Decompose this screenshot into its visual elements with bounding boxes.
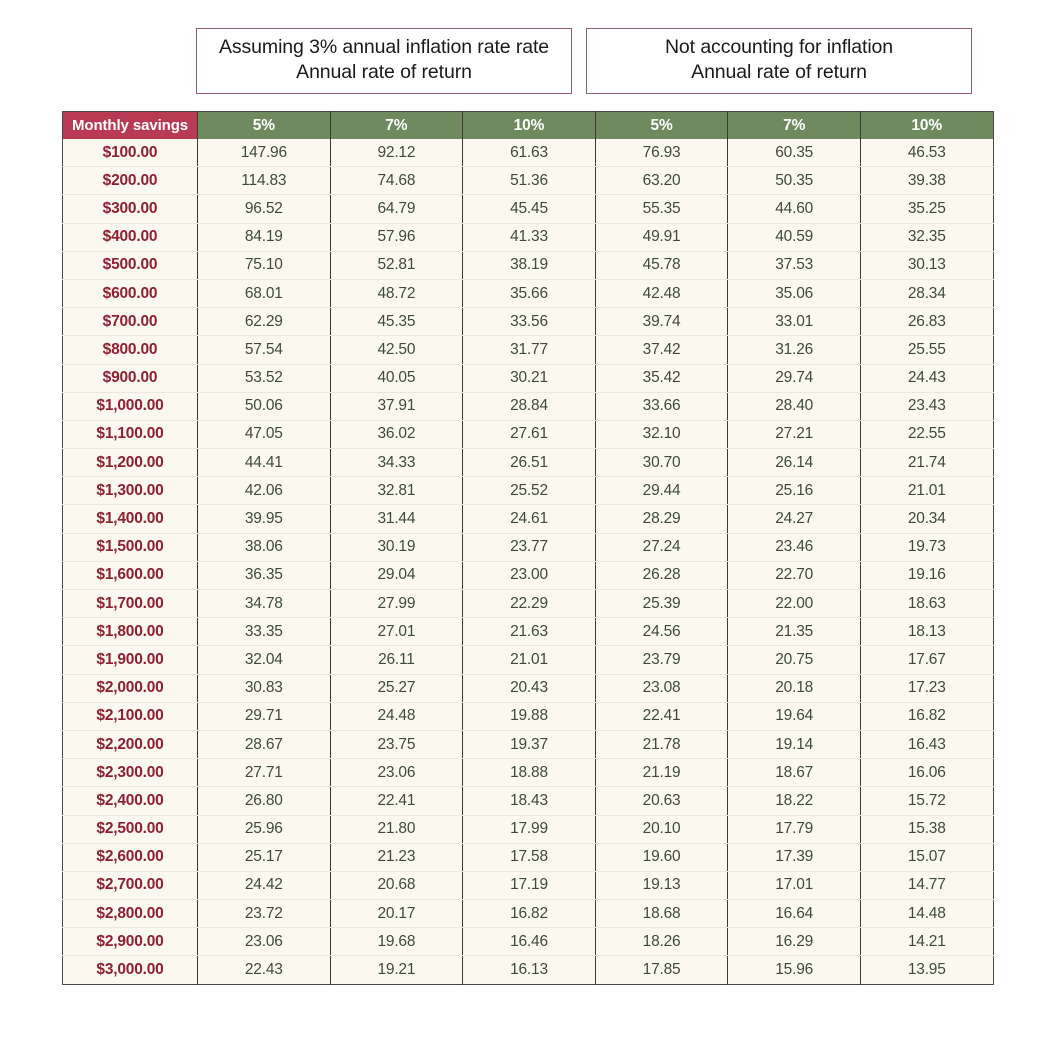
cell-value: 62.29 [198,308,331,336]
cell-value: 38.19 [463,251,596,279]
cell-value: 84.19 [198,223,331,251]
cell-value: 45.78 [595,251,728,279]
table-row [63,843,994,871]
table-row [63,364,994,392]
cell-value: 35.66 [463,279,596,307]
cell-value: 14.48 [860,900,993,928]
row-label-monthly-savings: $200.00 [63,167,198,195]
table-row [63,505,994,533]
cell-value: 25.16 [728,477,861,505]
cell-value: 25.27 [330,674,463,702]
cell-value: 37.53 [728,251,861,279]
cell-value: 21.74 [860,449,993,477]
caption-box-inflation-adjusted [196,28,572,94]
table-row [63,787,994,815]
cell-value: 27.24 [595,533,728,561]
row-label-monthly-savings: $1,700.00 [63,590,198,618]
cell-value: 63.20 [595,167,728,195]
cell-value: 24.27 [728,505,861,533]
cell-value: 31.44 [330,505,463,533]
cell-value: 23.00 [463,561,596,589]
cell-value: 17.19 [463,871,596,899]
table-row [63,646,994,674]
cell-value: 76.93 [595,139,728,167]
cell-value: 25.39 [595,590,728,618]
table-row [63,420,994,448]
cell-value: 16.46 [463,928,596,956]
cell-value: 21.78 [595,730,728,758]
header-monthly-savings: Monthly savings [63,112,198,140]
table-row [63,477,994,505]
cell-value: 25.55 [860,336,993,364]
cell-value: 25.96 [198,815,331,843]
cell-value: 22.43 [198,956,331,984]
cell-value: 44.60 [728,195,861,223]
cell-value: 35.06 [728,279,861,307]
cell-value: 27.99 [330,590,463,618]
cell-value: 21.35 [728,618,861,646]
cell-value: 50.06 [198,392,331,420]
cell-value: 15.38 [860,815,993,843]
cell-value: 26.51 [463,449,596,477]
cell-value: 24.43 [860,364,993,392]
cell-value: 23.79 [595,646,728,674]
cell-value: 21.23 [330,843,463,871]
cell-value: 52.81 [330,251,463,279]
cell-value: 36.02 [330,420,463,448]
row-label-monthly-savings: $2,400.00 [63,787,198,815]
cell-value: 22.55 [860,420,993,448]
cell-value: 19.60 [595,843,728,871]
cell-value: 114.83 [198,167,331,195]
caption-line-secondary: Annual rate of return [691,60,867,83]
cell-value: 53.52 [198,364,331,392]
cell-value: 44.41 [198,449,331,477]
cell-value: 37.91 [330,392,463,420]
header-rate-noinfl-7: 7% [728,112,861,140]
cell-value: 26.83 [860,308,993,336]
table-row [63,590,994,618]
cell-value: 27.01 [330,618,463,646]
cell-value: 24.42 [198,871,331,899]
cell-value: 18.68 [595,900,728,928]
row-label-monthly-savings: $1,800.00 [63,618,198,646]
cell-value: 42.06 [198,477,331,505]
table-row [63,618,994,646]
cell-value: 18.13 [860,618,993,646]
cell-value: 20.63 [595,787,728,815]
cell-value: 16.64 [728,900,861,928]
cell-value: 22.41 [330,787,463,815]
row-label-monthly-savings: $700.00 [63,308,198,336]
cell-value: 19.68 [330,928,463,956]
row-label-monthly-savings: $1,900.00 [63,646,198,674]
cell-value: 21.19 [595,759,728,787]
cell-value: 28.40 [728,392,861,420]
cell-value: 21.80 [330,815,463,843]
cell-value: 23.06 [330,759,463,787]
cell-value: 32.04 [198,646,331,674]
cell-value: 26.80 [198,787,331,815]
cell-value: 39.74 [595,308,728,336]
cell-value: 22.29 [463,590,596,618]
cell-value: 60.35 [728,139,861,167]
cell-value: 16.29 [728,928,861,956]
cell-value: 34.33 [330,449,463,477]
cell-value: 45.35 [330,308,463,336]
cell-value: 19.64 [728,702,861,730]
cell-value: 16.06 [860,759,993,787]
cell-value: 16.43 [860,730,993,758]
header-rate-infl-10: 10% [463,112,596,140]
cell-value: 27.71 [198,759,331,787]
savings-table [62,111,994,985]
cell-value: 51.36 [463,167,596,195]
cell-value: 29.44 [595,477,728,505]
cell-value: 39.95 [198,505,331,533]
row-label-monthly-savings: $800.00 [63,336,198,364]
cell-value: 18.67 [728,759,861,787]
cell-value: 15.96 [728,956,861,984]
cell-value: 39.38 [860,167,993,195]
cell-value: 33.01 [728,308,861,336]
header-rate-noinfl-5: 5% [595,112,728,140]
cell-value: 28.84 [463,392,596,420]
row-label-monthly-savings: $1,600.00 [63,561,198,589]
cell-value: 26.11 [330,646,463,674]
cell-value: 15.72 [860,787,993,815]
cell-value: 96.52 [198,195,331,223]
cell-value: 25.17 [198,843,331,871]
cell-value: 22.00 [728,590,861,618]
cell-value: 32.81 [330,477,463,505]
cell-value: 32.35 [860,223,993,251]
cell-value: 14.77 [860,871,993,899]
cell-value: 16.13 [463,956,596,984]
table-row [63,308,994,336]
row-label-monthly-savings: $400.00 [63,223,198,251]
cell-value: 20.10 [595,815,728,843]
cell-value: 64.79 [330,195,463,223]
row-label-monthly-savings: $1,400.00 [63,505,198,533]
cell-value: 23.72 [198,900,331,928]
cell-value: 20.18 [728,674,861,702]
cell-value: 41.33 [463,223,596,251]
cell-value: 24.56 [595,618,728,646]
table-row [63,167,994,195]
cell-value: 15.07 [860,843,993,871]
row-label-monthly-savings: $2,800.00 [63,900,198,928]
header-rate-noinfl-10: 10% [860,112,993,140]
cell-value: 30.70 [595,449,728,477]
cell-value: 31.77 [463,336,596,364]
table-row [63,730,994,758]
cell-value: 29.71 [198,702,331,730]
table-row [63,251,994,279]
cell-value: 30.83 [198,674,331,702]
cell-value: 75.10 [198,251,331,279]
cell-value: 42.50 [330,336,463,364]
row-label-monthly-savings: $1,300.00 [63,477,198,505]
table-row [63,674,994,702]
cell-value: 16.82 [860,702,993,730]
cell-value: 35.25 [860,195,993,223]
row-label-monthly-savings: $600.00 [63,279,198,307]
cell-value: 29.74 [728,364,861,392]
cell-value: 30.21 [463,364,596,392]
cell-value: 27.21 [728,420,861,448]
cell-value: 28.29 [595,505,728,533]
caption-box-no-inflation [586,28,972,94]
cell-value: 92.12 [330,139,463,167]
cell-value: 18.22 [728,787,861,815]
table-row [63,533,994,561]
cell-value: 29.04 [330,561,463,589]
cell-value: 23.43 [860,392,993,420]
table-row [63,871,994,899]
table-head [63,112,994,140]
table-row [63,702,994,730]
row-label-monthly-savings: $2,600.00 [63,843,198,871]
cell-value: 23.08 [595,674,728,702]
table-row [63,336,994,364]
cell-value: 30.13 [860,251,993,279]
cell-value: 13.95 [860,956,993,984]
cell-value: 19.13 [595,871,728,899]
header-rate-infl-5: 5% [198,112,331,140]
cell-value: 74.68 [330,167,463,195]
cell-value: 50.35 [728,167,861,195]
cell-value: 38.06 [198,533,331,561]
row-label-monthly-savings: $1,000.00 [63,392,198,420]
cell-value: 46.53 [860,139,993,167]
cell-value: 31.26 [728,336,861,364]
row-label-monthly-savings: $2,100.00 [63,702,198,730]
cell-value: 17.99 [463,815,596,843]
cell-value: 33.56 [463,308,596,336]
table-row [63,449,994,477]
cell-value: 19.14 [728,730,861,758]
cell-value: 20.68 [330,871,463,899]
cell-value: 28.34 [860,279,993,307]
row-label-monthly-savings: $500.00 [63,251,198,279]
row-label-monthly-savings: $2,900.00 [63,928,198,956]
cell-value: 35.42 [595,364,728,392]
cell-value: 20.34 [860,505,993,533]
cell-value: 23.06 [198,928,331,956]
cell-value: 17.79 [728,815,861,843]
cell-value: 24.61 [463,505,596,533]
row-label-monthly-savings: $1,100.00 [63,420,198,448]
row-label-monthly-savings: $2,500.00 [63,815,198,843]
cell-value: 17.01 [728,871,861,899]
cell-value: 33.35 [198,618,331,646]
row-label-monthly-savings: $3,000.00 [63,956,198,984]
cell-value: 17.39 [728,843,861,871]
cell-value: 20.43 [463,674,596,702]
cell-value: 21.01 [463,646,596,674]
table-row [63,759,994,787]
cell-value: 23.46 [728,533,861,561]
cell-value: 40.59 [728,223,861,251]
table-row [63,195,994,223]
row-label-monthly-savings: $2,200.00 [63,730,198,758]
table-row [63,561,994,589]
cell-value: 30.19 [330,533,463,561]
table-row [63,928,994,956]
cell-value: 36.35 [198,561,331,589]
cell-value: 26.28 [595,561,728,589]
cell-value: 19.88 [463,702,596,730]
cell-value: 147.96 [198,139,331,167]
cell-value: 55.35 [595,195,728,223]
row-label-monthly-savings: $100.00 [63,139,198,167]
cell-value: 25.52 [463,477,596,505]
cell-value: 34.78 [198,590,331,618]
caption-row [196,28,972,94]
cell-value: 68.01 [198,279,331,307]
table-row [63,900,994,928]
cell-value: 23.77 [463,533,596,561]
cell-value: 20.75 [728,646,861,674]
row-label-monthly-savings: $2,300.00 [63,759,198,787]
cell-value: 26.14 [728,449,861,477]
row-label-monthly-savings: $2,000.00 [63,674,198,702]
cell-value: 20.17 [330,900,463,928]
cell-value: 19.73 [860,533,993,561]
cell-value: 18.43 [463,787,596,815]
cell-value: 27.61 [463,420,596,448]
table-row [63,956,994,984]
table-row [63,815,994,843]
cell-value: 18.88 [463,759,596,787]
cell-value: 17.58 [463,843,596,871]
cell-value: 19.21 [330,956,463,984]
header-row [63,112,994,140]
cell-value: 24.48 [330,702,463,730]
table-row [63,392,994,420]
cell-value: 45.45 [463,195,596,223]
caption-line-primary: Assuming 3% annual inflation rate rate [218,36,550,58]
table-row [63,279,994,307]
cell-value: 19.37 [463,730,596,758]
cell-value: 21.01 [860,477,993,505]
cell-value: 61.63 [463,139,596,167]
savings-table-wrapper [62,111,993,985]
row-label-monthly-savings: $300.00 [63,195,198,223]
cell-value: 42.48 [595,279,728,307]
cell-value: 16.82 [463,900,596,928]
cell-value: 47.05 [198,420,331,448]
cell-value: 14.21 [860,928,993,956]
cell-value: 17.23 [860,674,993,702]
cell-value: 18.63 [860,590,993,618]
table-row [63,139,994,167]
cell-value: 21.63 [463,618,596,646]
row-label-monthly-savings: $1,500.00 [63,533,198,561]
cell-value: 17.67 [860,646,993,674]
cell-value: 23.75 [330,730,463,758]
table-body [63,139,994,984]
cell-value: 19.16 [860,561,993,589]
cell-value: 49.91 [595,223,728,251]
cell-value: 28.67 [198,730,331,758]
cell-value: 57.54 [198,336,331,364]
cell-value: 40.05 [330,364,463,392]
row-label-monthly-savings: $900.00 [63,364,198,392]
cell-value: 37.42 [595,336,728,364]
cell-value: 33.66 [595,392,728,420]
row-label-monthly-savings: $2,700.00 [63,871,198,899]
row-label-monthly-savings: $1,200.00 [63,449,198,477]
cell-value: 48.72 [330,279,463,307]
table-row [63,223,994,251]
header-rate-infl-7: 7% [330,112,463,140]
caption-line-primary: Not accounting for inflation [664,36,894,58]
caption-line-secondary: Annual rate of return [296,60,472,83]
cell-value: 22.41 [595,702,728,730]
cell-value: 32.10 [595,420,728,448]
cell-value: 22.70 [728,561,861,589]
cell-value: 57.96 [330,223,463,251]
cell-value: 18.26 [595,928,728,956]
cell-value: 17.85 [595,956,728,984]
